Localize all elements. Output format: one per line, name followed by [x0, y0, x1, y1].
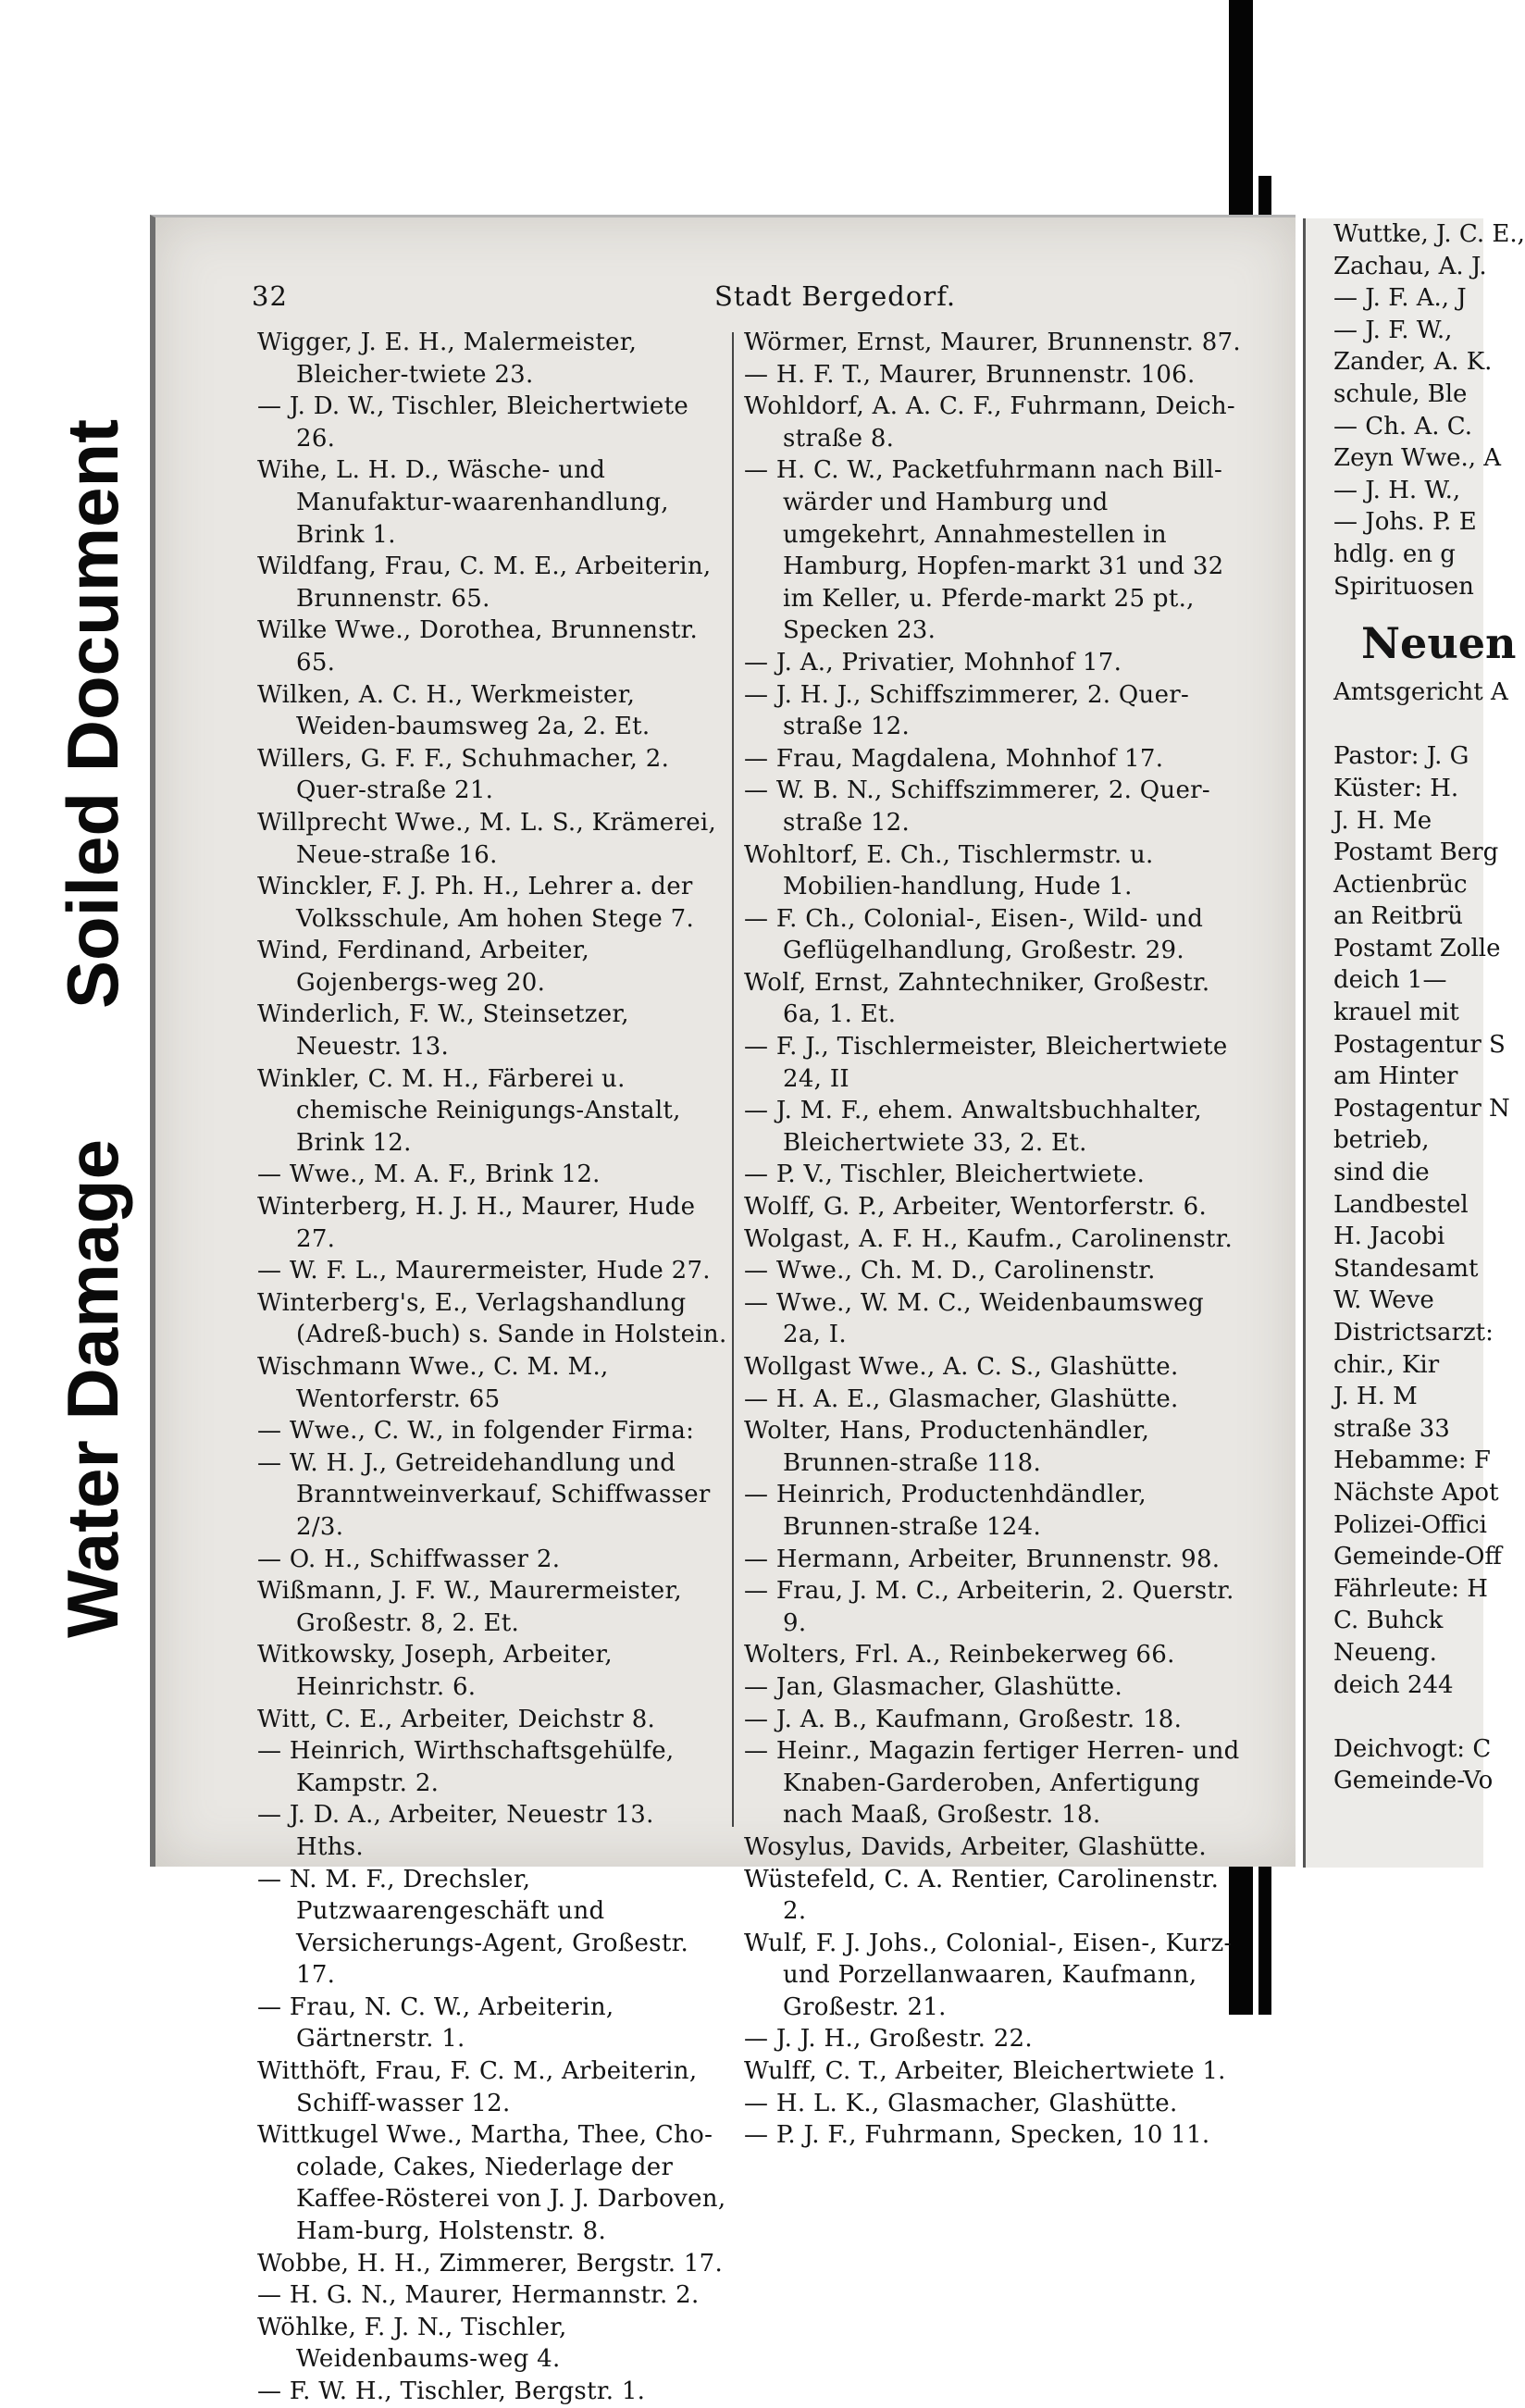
adjacent-page-line: Postamt Zolle — [1333, 934, 1501, 962]
adjacent-page-line: schule, Ble — [1333, 379, 1468, 408]
directory-entry: — J. H. J., Schiffszimmerer, 2. Quer-straße 12. — [744, 680, 1190, 741]
column-divider — [732, 332, 734, 1827]
directory-entry: Wildfang, Frau, C. M. E., Arbeiterin, Brunnenstr. 65. — [257, 552, 712, 613]
adjacent-page-line — [1306, 1701, 1483, 1733]
adjacent-page-line: Actienbrüc — [1333, 870, 1468, 899]
adjacent-page-line: Amtsgericht A — [1333, 678, 1508, 707]
directory-entry: — H. L. K., Glasmacher, Glashütte. — [744, 2089, 1178, 2117]
adjacent-page-line: betrieb, — [1333, 1126, 1430, 1155]
adjacent-page-line: sind die — [1333, 1159, 1430, 1187]
adjacent-page-line: Fährleute: H — [1333, 1574, 1488, 1603]
directory-entry: — Wwe., Ch. M. D., Carolinenstr. — [744, 1257, 1156, 1285]
adjacent-page-line: W. Weve — [1333, 1286, 1434, 1315]
adjacent-page-line: Küster: H. — [1333, 774, 1459, 802]
directory-entry: — Wwe., W. M. C., Weidenbaumsweg 2a, I. — [744, 1288, 1204, 1349]
directory-entry: — J. M. F., ehem. Anwaltsbuchhalter, Bleichertwiete 33, 2. Et. — [744, 1097, 1202, 1157]
adjacent-page-line: Postagentur S — [1333, 1030, 1506, 1059]
adjacent-page-entries-bottom — [1306, 676, 1510, 1797]
directory-entry: Wollgast Wwe., A. C. S., Glashütte. — [744, 1353, 1179, 1381]
directory-entry: Wißmann, J. F. W., Maurermeister, Großestr. 8, 2. Et. — [257, 1577, 682, 1637]
directory-entry: — J. D. A., Arbeiter, Neuestr 13. Hths. — [257, 1801, 654, 1861]
directory-entry: — Frau, Magdalena, Mohnhof 17. — [744, 744, 1164, 773]
adjacent-page-line: Deichvogt: C — [1333, 1734, 1492, 1763]
directory-entry: — W. H. J., Getreidehandlung und Branntweinverkauf, Schiffwasser 2/3. — [257, 1448, 711, 1541]
directory-entry: — W. B. N., Schiffszimmerer, 2. Quer-straße 12. — [744, 776, 1210, 837]
adjacent-page-line: straße 33 — [1333, 1414, 1450, 1443]
directory-entry: — H. C. W., Packetfuhrmann nach Bill-wärder und Hamburg und umgekehrt, Annahmestellen in Hamburg, Hopfen-markt 31 und 32 im Keller, u. Pferde-markt 25 pt., Specken 23. — [744, 456, 1224, 645]
adjacent-page-line: Wuttke, J. C. E., — [1333, 220, 1525, 248]
directory-entry: — P. V., Tischler, Bleichertwiete. — [744, 1161, 1146, 1189]
directory-column-right — [744, 327, 1248, 2152]
adjacent-page-line: J. H. Me — [1333, 806, 1432, 835]
directory-entry: — J. A. B., Kaufmann, Großestr. 18. — [744, 1705, 1183, 1733]
directory-entry: — W. F. L., Maurermeister, Hude 27. — [257, 1257, 711, 1285]
adjacent-page-line: Postagentur N — [1333, 1094, 1510, 1123]
directory-entry: — P. J. F., Fuhrmann, Specken, 10 11. — [744, 2121, 1210, 2150]
directory-entry: Willers, G. F. F., Schuhmacher, 2. Quer-straße 21. — [257, 744, 670, 805]
directory-entry: — Heinr., Magazin fertiger Herren- und Knaben-Garderoben, Anfertigung nach Maaß, Großestr. 18. — [744, 1737, 1240, 1830]
adjacent-page-line — [1306, 709, 1483, 741]
directory-entry: Winterberg's, E., Verlagshandlung (Adreß-buch) s. Sande in Holstein. — [257, 1288, 727, 1349]
directory-entry: — Heinrich, Productenhdändler, Brunnen-straße 124. — [744, 1481, 1147, 1541]
adjacent-page-line: Standesamt — [1333, 1254, 1479, 1283]
adjacent-page-line: Neueng. — [1333, 1638, 1437, 1667]
directory-entry: — H. G. N., Maurer, Hermannstr. 2. — [257, 2281, 700, 2310]
directory-entry: — J. J. H., Großestr. 22. — [744, 2025, 1033, 2054]
directory-entry: Wilken, A. C. H., Werkmeister, Weiden-baumsweg 2a, 2. Et. — [257, 680, 651, 741]
side-label-panel — [0, 0, 148, 2015]
directory-entry: — Jan, Glasmacher, Glashütte. — [744, 1672, 1123, 1701]
adjacent-page-line: — J. H. W., — [1333, 476, 1461, 504]
adjacent-page-line: — J. F. W., — [1333, 316, 1453, 344]
adjacent-page-line: Hebamme: F — [1333, 1446, 1491, 1475]
adjacent-page-fragment — [1303, 218, 1525, 1868]
page-title: Stadt Bergedorf. — [714, 280, 957, 312]
adjacent-page-line: an Reitbrü — [1333, 902, 1464, 931]
directory-column-left — [257, 327, 729, 2408]
directory-entry: Wohldorf, A. A. C. F., Fuhrmann, Deich-straße 8. — [744, 392, 1235, 453]
adjacent-page-line: — Johs. P. E — [1333, 508, 1477, 537]
adjacent-page-line: Zachau, A. J. — [1333, 252, 1487, 280]
directory-entry: — F. W. H., Tischler, Bergstr. 1. — [257, 2377, 646, 2405]
directory-entry: — Wwe., C. W., in folgender Firma: — [257, 1417, 695, 1446]
directory-entry: Wittkugel Wwe., Martha, Thee, Cho-colade, Cakes, Niederlage der Kaffee-Rösterei von J. J. Darboven, Ham-burg, Holstenstr. 8. — [257, 2121, 726, 2246]
directory-entry: Wihe, L. H. D., Wäsche- und Manufaktur-waarenhandlung, Brink 1. — [257, 456, 669, 549]
adjacent-page-line: — J. F. A., J — [1333, 284, 1467, 313]
directory-entry: — Wwe., M. A. F., Brink 12. — [257, 1161, 601, 1189]
directory-entry: — H. F. T., Maurer, Brunnenstr. 106. — [744, 360, 1196, 389]
directory-entry: Willprecht Wwe., M. L. S., Krämerei, Neue-straße 16. — [257, 808, 717, 869]
directory-entry: Winterberg, H. J. H., Maurer, Hude 27. — [257, 1193, 696, 1253]
directory-entry: Wörmer, Ernst, Maurer, Brunnenstr. 87. — [744, 329, 1241, 356]
soiled-document-label: Soiled Document — [52, 418, 133, 1009]
adjacent-page-line: J. H. M — [1333, 1383, 1418, 1411]
adjacent-page-line: Districtsarzt: — [1333, 1319, 1494, 1347]
directory-entry: — J. D. W., Tischler, Bleichertwiete 26. — [257, 392, 689, 453]
directory-entry: Wulff, C. T., Arbeiter, Bleichertwiete 1. — [744, 2057, 1226, 2086]
directory-entry: — N. M. F., Drechsler, Putzwaarengeschäft und Versicherungs-Agent, Großestr. 17. — [257, 1865, 689, 1990]
adjacent-page-line: Gemeinde-Off — [1333, 1543, 1502, 1571]
adjacent-page-line: Gemeinde-Vo — [1333, 1767, 1494, 1795]
directory-entry: — Frau, J. M. C., Arbeiterin, 2. Querstr. 9. — [744, 1577, 1234, 1637]
adjacent-page-line: hdlg. en g — [1333, 540, 1456, 568]
directory-entry: — J. A., Privatier, Mohnhof 17. — [744, 648, 1122, 676]
adjacent-page-line: Zander, A. K. — [1333, 348, 1493, 377]
directory-entry: Winderlich, F. W., Steinsetzer, Neuestr. 13. — [257, 1000, 629, 1061]
directory-entry: Wolters, Frl. A., Reinbekerweg 66. — [744, 1641, 1175, 1669]
scanned-page — [150, 215, 1296, 2405]
directory-entry: — Heinrich, Wirthschaftsgehülfe, Kampstr. 2. — [257, 1737, 675, 1797]
directory-entry: Wüstefeld, C. A. Rentier, Carolinenstr. 2. — [744, 1865, 1220, 1926]
page-number: 32 — [252, 280, 288, 312]
adjacent-page-line: C. Buhck — [1333, 1607, 1444, 1635]
directory-entry: Wosylus, Davids, Arbeiter, Glashütte. — [744, 1832, 1207, 1861]
adjacent-page-line: Postamt Berg — [1333, 838, 1499, 867]
directory-entry: Witkowsky, Joseph, Arbeiter, Heinrichstr. 6. — [257, 1641, 613, 1701]
adjacent-page-line: — Ch. A. C. — [1333, 412, 1472, 441]
adjacent-page-entries-top — [1306, 218, 1525, 602]
adjacent-page-line: chir., Kir — [1333, 1350, 1440, 1379]
adjacent-page-line: Landbestel — [1333, 1190, 1469, 1219]
directory-entry: — H. A. E., Glasmacher, Glashütte. — [744, 1384, 1179, 1413]
adjacent-page-line: am Hinter — [1333, 1062, 1458, 1091]
directory-entry: — F. Ch., Colonial-, Eisen-, Wild- und Geflügelhandlung, Großestr. 29. — [744, 904, 1204, 965]
directory-entry: Wohltorf, E. Ch., Tischlermstr. u. Mobilien-handlung, Hude 1. — [744, 840, 1154, 901]
directory-entry: — Frau, N. C. W., Arbeiterin, Gärtnerstr. 1. — [257, 1992, 614, 2054]
adjacent-page-line: Pastor: J. G — [1333, 742, 1469, 771]
directory-entry: Winkler, C. M. H., Färberei u. chemische Reinigungs-Anstalt, Brink 12. — [257, 1064, 681, 1157]
adjacent-page-line: deich 244 — [1333, 1670, 1454, 1699]
adjacent-page-heading: Neuen — [1361, 618, 1517, 669]
adjacent-page-line: Spirituosen — [1333, 572, 1474, 601]
directory-entry: Wolf, Ernst, Zahntechniker, Großestr. 6a, 1. Et. — [744, 968, 1210, 1029]
water-damage-label: Water Damage — [52, 1139, 133, 1638]
directory-entry: Wischmann Wwe., C. M. M., Wentorferstr. 65 — [257, 1353, 609, 1413]
directory-entry: Wind, Ferdinand, Arbeiter, Gojenbergs-weg 20. — [257, 937, 590, 997]
page-header — [252, 280, 1260, 317]
adjacent-page-line: H. Jacobi — [1333, 1223, 1445, 1251]
directory-entry: Wöhlke, F. J. N., Tischler, Weidenbaums-weg 4. — [257, 2313, 567, 2374]
directory-entry: — O. H., Schiffwasser 2. — [257, 1545, 561, 1573]
adjacent-page-line: deich 1— — [1333, 966, 1447, 995]
directory-entry: Winckler, F. J. Ph. H., Lehrer a. der Volksschule, Am hohen Stege 7. — [257, 873, 695, 933]
directory-entry: Wulf, F. J. Johs., Colonial-, Eisen-, Kurz- und Porzellanwaaren, Kaufmann, Großestr. 21. — [744, 1929, 1233, 2021]
directory-entry: — Hermann, Arbeiter, Brunnenstr. 98. — [744, 1545, 1221, 1573]
adjacent-page-line: krauel mit — [1333, 999, 1459, 1027]
directory-entry: Wilke Wwe., Dorothea, Brunnenstr. 65. — [257, 616, 699, 676]
directory-entry: Wolter, Hans, Productenhändler, Brunnen-straße 118. — [744, 1417, 1150, 1477]
directory-entry: — F. J., Tischlermeister, Bleichertwiete 24, II — [744, 1033, 1228, 1093]
adjacent-page-line: Nächste Apot — [1333, 1478, 1499, 1507]
directory-entry: Wolff, G. P., Arbeiter, Wentorferstr. 6. — [744, 1193, 1208, 1222]
adjacent-page-line: Polizei-Offici — [1333, 1510, 1487, 1539]
directory-entry: Wigger, J. E. H., Malermeister, Bleicher-twiete 23. — [257, 329, 638, 389]
directory-entry: Witt, C. E., Arbeiter, Deichstr 8. — [257, 1705, 656, 1733]
directory-entry: Wobbe, H. H., Zimmerer, Bergstr. 17. — [257, 2249, 724, 2278]
directory-entry: Witthöft, Frau, F. C. M., Arbeiterin, Schiff-wasser 12. — [257, 2057, 698, 2117]
directory-entry: Wolgast, A. F. H., Kaufm., Carolinenstr. — [744, 1224, 1234, 1253]
adjacent-page-line: Zeyn Wwe., A — [1333, 444, 1502, 473]
